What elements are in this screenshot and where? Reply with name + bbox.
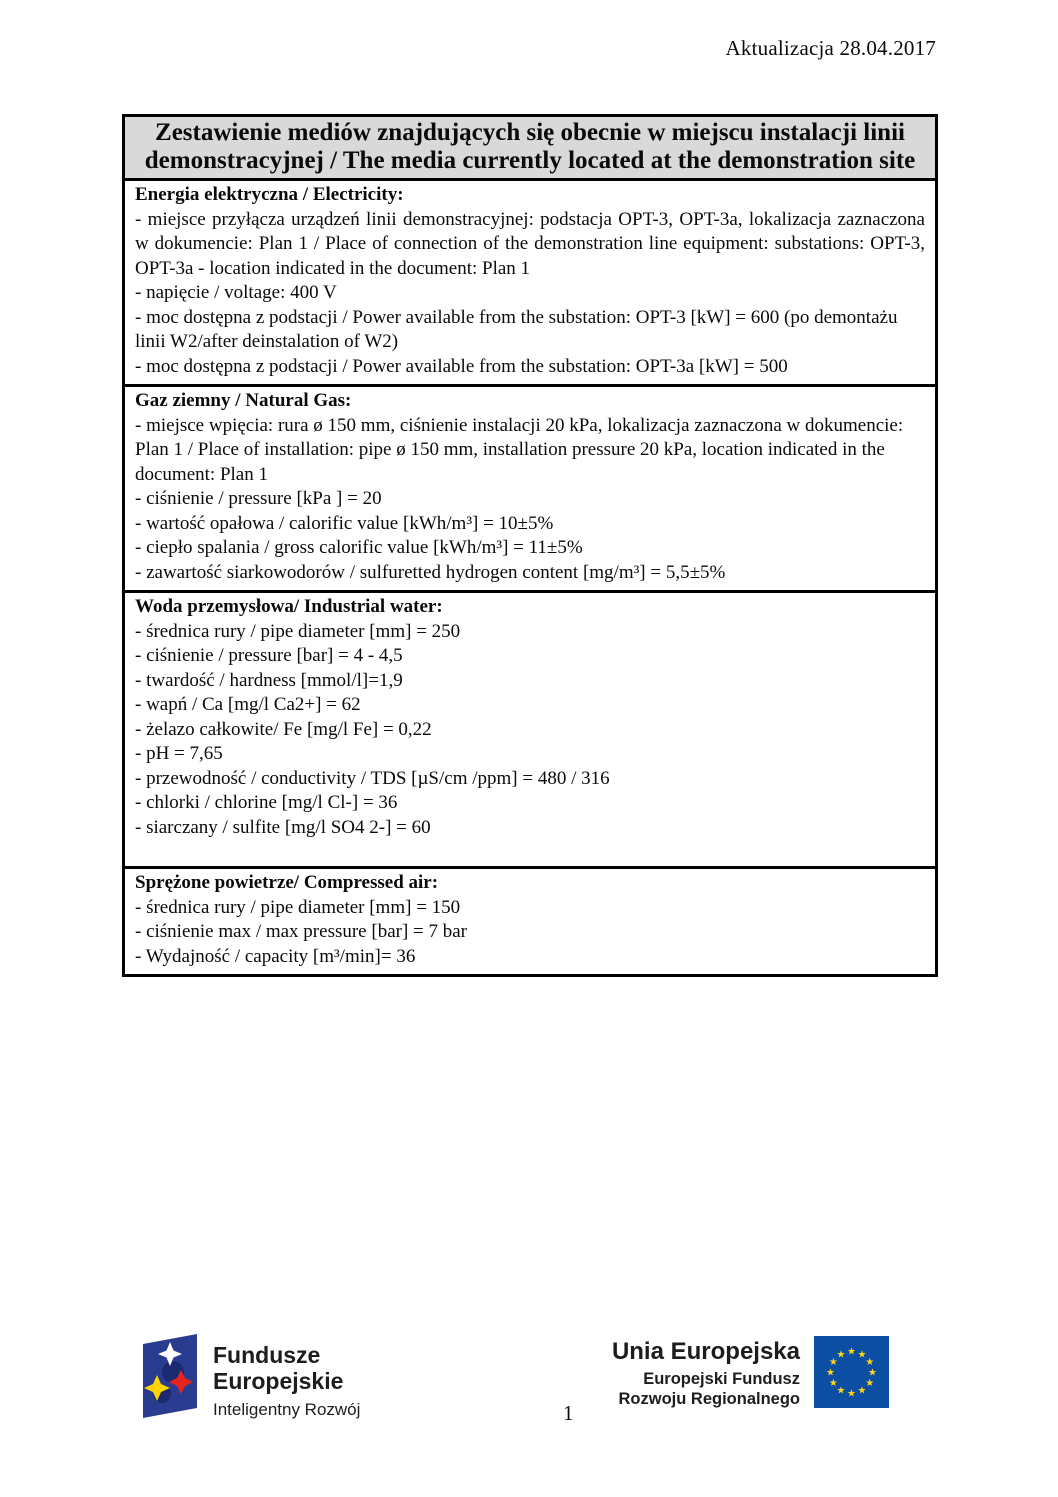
section-natural-gas (125, 387, 935, 593)
eu-logo-text (575, 1336, 800, 1409)
section-line: - chlorki / chlorine [mg/l Cl-] = 36 (135, 792, 398, 813)
svg-text:★: ★ (847, 1346, 856, 1358)
section-line: - ciśnienie / pressure [kPa ] = 20 (135, 488, 382, 509)
section-line: - ciśnienie max / max pressure [bar] = 7 bar (135, 921, 468, 942)
section-line: - napięcie / voltage: 400 V (135, 282, 337, 303)
svg-text:★: ★ (828, 1357, 838, 1368)
svg-text:★: ★ (865, 1378, 875, 1389)
section-heading: Energia elektryczna / Electricity: (135, 184, 404, 205)
media-table (122, 114, 938, 977)
svg-text:★: ★ (857, 1385, 867, 1397)
section-electricity (125, 181, 935, 387)
section-heading: Gaz ziemny / Natural Gas: (135, 390, 352, 411)
section-line: - ciepło spalania / gross calorific value [kWh/m³] = 11±5% (135, 537, 583, 558)
eu-logo-subtitle: Europejski Fundusz Rozwoju Regionalnego (618, 1370, 800, 1408)
section-line: - wartość opałowa / calorific value [kWh/m³] = 10±5% (135, 512, 554, 534)
section-line: - moc dostępna z podstacji / Power available from the substation: OPT-3 [kW] = 600 (po demontażu linii W2/after deinstalation of W2) (135, 306, 898, 352)
svg-text:★: ★ (826, 1367, 835, 1379)
svg-text:★: ★ (857, 1349, 867, 1361)
eu-logo-title: Unia Europejska (611, 1338, 800, 1365)
svg-text:★: ★ (828, 1378, 838, 1389)
section-heading: Sprężone powietrze/ Compressed air: (135, 872, 439, 893)
section-line: - przewodność / conductivity / TDS [µS/cm /ppm] = 480 / 316 (135, 767, 610, 789)
fe-flag-icon (140, 1332, 200, 1425)
section-line: - miejsce przyłącza urządzeń linii demonstracyjnej: podstacja OPT-3, OPT-3a, lokalizacja zaznaczona w dokumencie: Plan 1 / Place of connection of the demonstration line equipment: substations: OPT-3, OPT-3a - location indicated in the document: Plan 1 (135, 208, 925, 279)
section-compressed-air (125, 869, 935, 974)
unia-europejska-logo (575, 1336, 889, 1413)
fundusze-europejskie-logo (140, 1332, 360, 1425)
section-line: - średnica rury / pipe diameter [mm] = 250 (135, 620, 461, 642)
footer-logos (0, 1330, 1058, 1450)
svg-text:★: ★ (868, 1367, 877, 1379)
svg-text:★: ★ (865, 1357, 875, 1368)
eu-flag-icon (814, 1336, 889, 1413)
section-line: - średnica rury / pipe diameter [mm] = 150 (135, 896, 461, 918)
svg-text:★: ★ (836, 1349, 846, 1361)
svg-text:★: ★ (836, 1385, 846, 1397)
section-line: - wapń / Ca [mg/l Ca2+] = 62 (135, 694, 361, 715)
section-line: - pH = 7,65 (135, 743, 223, 764)
section-heading: Woda przemysłowa/ Industrial water: (135, 596, 443, 617)
svg-text:★: ★ (847, 1388, 856, 1400)
section-line: - Wydajność / capacity [m³/min]= 36 (135, 945, 416, 967)
fe-logo-subtitle: Inteligentny Rozwój (213, 1400, 361, 1419)
fe-logo-text (213, 1332, 360, 1420)
section-line: - zawartość siarkowodorów / sulfuretted hydrogen content [mg/m³] = 5,5±5% (135, 561, 726, 583)
table-title: Zestawienie mediów znajdujących się obecnie w miejscu instalacji linii demonstracyjnej / The media currently located at the demonstration site (125, 117, 935, 181)
section-line: - miejsce wpięcia: rura ø 150 mm, ciśnienie instalacji 20 kPa, lokalizacja zaznaczona w dokumencie: Plan 1 / Place of installation: pipe ø 150 mm, installation pressure 20 kPa, location indicated in the document: Plan 1 (135, 414, 904, 485)
fe-logo-title: Fundusze Europejskie (213, 1342, 344, 1394)
update-date: Aktualizacja 28.04.2017 (725, 36, 936, 60)
section-line: - siarczany / sulfite [mg/l SO4 2-] = 60 (135, 816, 431, 838)
section-line: - żelazo całkowite/ Fe [mg/l Fe] = 0,22 (135, 718, 432, 740)
section-line: - twardość / hardness [mmol/l]=1,9 (135, 669, 403, 691)
page-number: 1 (563, 1401, 574, 1425)
section-line: - moc dostępna z podstacji / Power available from the substation: OPT-3a [kW] = 500 (135, 355, 788, 377)
section-line: - ciśnienie / pressure [bar] = 4 - 4,5 (135, 645, 403, 666)
section-industrial-water (125, 593, 935, 869)
